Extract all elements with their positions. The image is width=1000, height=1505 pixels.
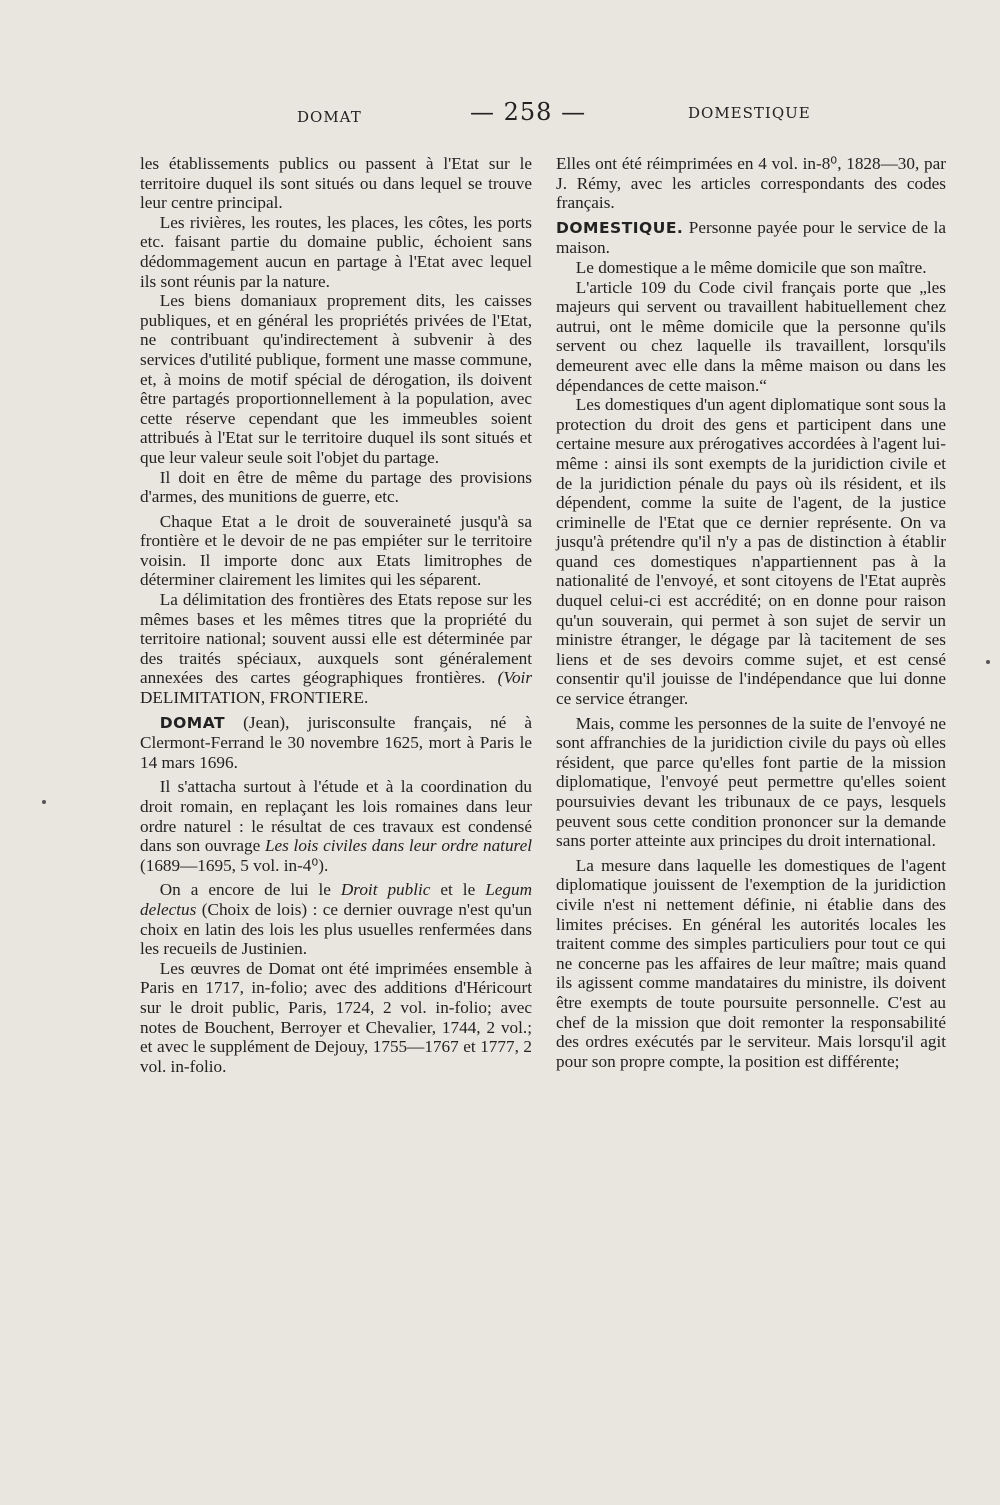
header-left-word: DOMAT	[297, 108, 362, 126]
paragraph	[140, 880, 532, 958]
paragraph: Chaque Etat a le droit de souveraineté jusqu'à sa frontière et le devoir de ne pas empiéter sur le territoire voisin. Il importe donc aux Etats limitrophes de déterminer clairement les limites qui les séparent.	[140, 511, 532, 590]
paragraph: Les biens domaniaux proprement dits, les caisses publiques, et en général les propriétés privées de l'Etat, ne contribuant qu'indirectement à subvenir à des services d'utilité publique, forment une masse commune, et, à moins de motif spécial de dérogation, ils doivent être partagés proportionnellement à la population, avec cette réserve cependant que les immeubles soient attribués à l'Etat sur le territoire duquel ils sont situés et que leur valeur seule soit l'objet du partage.	[140, 291, 532, 467]
book-title: Legum delectus	[140, 880, 532, 919]
header-right-word: DOMESTIQUE	[688, 104, 811, 122]
ink-speck	[986, 660, 990, 664]
entry-domat	[140, 713, 532, 773]
paragraph: Le domestique a le même domicile que son maître.	[575, 257, 927, 277]
book-title: Les lois civiles dans leur ordre naturel	[264, 836, 532, 856]
paragraph	[140, 777, 532, 875]
book-title: Droit public	[340, 880, 431, 900]
paragraph-text: et le	[440, 880, 476, 900]
paragraph-text: Il s'attacha surtout à l'étude et à la coordination du droit romain, en replaçant les lois romaines dans leur ordre naturel : le résultat de ces travaux est condensé dans son ouvrage	[140, 777, 532, 856]
paragraph-text: La délimitation des frontières des Etats repose sur les mêmes bases et les mêmes titres que la propriété du territoire national; souvent aussi elle est déterminée par des traités spéciaux, auxquels sont généralement annexées des cartes géographiques frontières.	[140, 590, 532, 688]
paragraph: Les œuvres de Domat ont été imprimées ensemble à Paris en 1717, in-folio; avec des additions d'Héricourt sur le droit public, Paris, 1724, 2 vol. in-folio; avec notes de Bouchent, Berroyer et Chevalier, 1744, 2 vol.; et avec le supplément de Dejouy, 1755—1767 et 1777, 2 vol. in-folio.	[140, 958, 532, 1076]
running-header	[0, 98, 1000, 138]
cross-reference: DELIMITATION, FRONTIERE.	[140, 688, 369, 708]
paragraph: Elles ont été réimprimées en 4 vol. in-8⁰, 1828—30, par J. Rémy, avec les articles correspondants des codes français.	[556, 154, 946, 213]
entry-headword: DOMESTIQUE.	[556, 218, 684, 237]
right-column	[556, 154, 946, 1071]
paragraph-text: On a encore de lui le	[159, 880, 331, 900]
entry-domestique	[556, 218, 946, 258]
entry-text: Personne payée pour le service de la maison.	[556, 217, 946, 258]
entry-text: (Jean), jurisconsulte français, né à Clermont-Ferrand le 30 novembre 1625, mort à Paris le 14 mars 1696.	[140, 712, 532, 772]
paragraph: L'article 109 du Code civil français porte que „les majeurs qui servent ou travaillent habituellement chez autrui, ont le même domicile que la personne qu'ils servent ou chez laquelle ils travaillent, lorsqu'ils demeurent avec elle dans la même maison ou dans les dépendances de cette maison.“	[556, 277, 946, 395]
paragraph-text: (Choix de lois) : ce dernier ouvrage n'est qu'un choix en latin des lois les plus usuelles renfermées dans les recueils de Justinien.	[140, 899, 533, 959]
paragraph: Les rivières, les routes, les places, les côtes, les ports etc. faisant partie du domaine public, échoient sans dédommagement aucun en partage à l'Etat avec lequel ils sont réunis par la nature.	[140, 212, 532, 291]
paragraph: Mais, comme les personnes de la suite de l'envoyé ne sont affranchies de la juridiction civile du pays où elles résident, que parce qu'elles font partie de la mission diplomatique, l'envoyé peut permettre qu'elles soient poursuivies devant les tribunaux de ce pays, lesquels peuvent sous cette condition prononcer sur la demande sans porter atteinte aux principes du droit international.	[556, 713, 946, 851]
paragraph: Les domestiques d'un agent diplomatique sont sous la protection du droit des gens et participent dans une certaine mesure aux prérogatives accordées à l'agent lui-même : ainsi ils sont exempts de la juridiction civile et de la juridiction pénale du pays où ils résident, et ils dépendent, comme la suite de l'agent, de la justice criminelle de l'Etat que ce dernier représente. On va jusqu'à prétendre qu'il n'y a pas de distinction à établir quand ces domestiques n'appartiennent pas à la nationalité de l'envoyé, et sont citoyens de l'Etat auprès duquel celui-ci est accrédité; on en donne pour raison qu'un souverain, qui permet à son sujet de servir un ministre étranger, le dégage par là tacitement de ses liens et de ses devoirs comme sujet, et est censé consentir qu'il jouisse de l'indépendance que lui donne ce service étranger.	[556, 395, 946, 709]
paragraph: les établissements publics ou passent à l'Etat sur le territoire duquel ils sont situés ou dans lequel se trouve leur centre principal.	[140, 154, 532, 213]
paragraph-text: (1689—1695, 5 vol. in-4⁰).	[140, 855, 329, 875]
paragraph: Il doit en être de même du partage des provisions d'armes, des munitions de guerre, etc.	[140, 467, 532, 507]
paragraph: La mesure dans laquelle les domestiques de l'agent diplomatique jouissent de l'exemption de la juridiction civile n'est ni nettement définie, ni établie dans des limites précises. En général les autorités locales les traitent comme des simples particuliers pour tout ce qui ne concerne pas les affaires de leur maître; mais quand ils agissent comme mandataires du ministre, ils doivent être exempts de toute poursuite personnelle. C'est au chef de la mission que doit remonter la responsabilité des ordres exécutés par le serviteur. Mais lorsqu'il agit pour son propre compte, la position est différente;	[556, 855, 946, 1071]
page-number: — 258 —	[470, 98, 587, 126]
ink-speck	[42, 800, 46, 804]
voir-reference: (Voir	[497, 668, 533, 688]
entry-headword: DOMAT	[159, 713, 226, 732]
left-column	[140, 154, 532, 1076]
paragraph	[140, 590, 532, 708]
